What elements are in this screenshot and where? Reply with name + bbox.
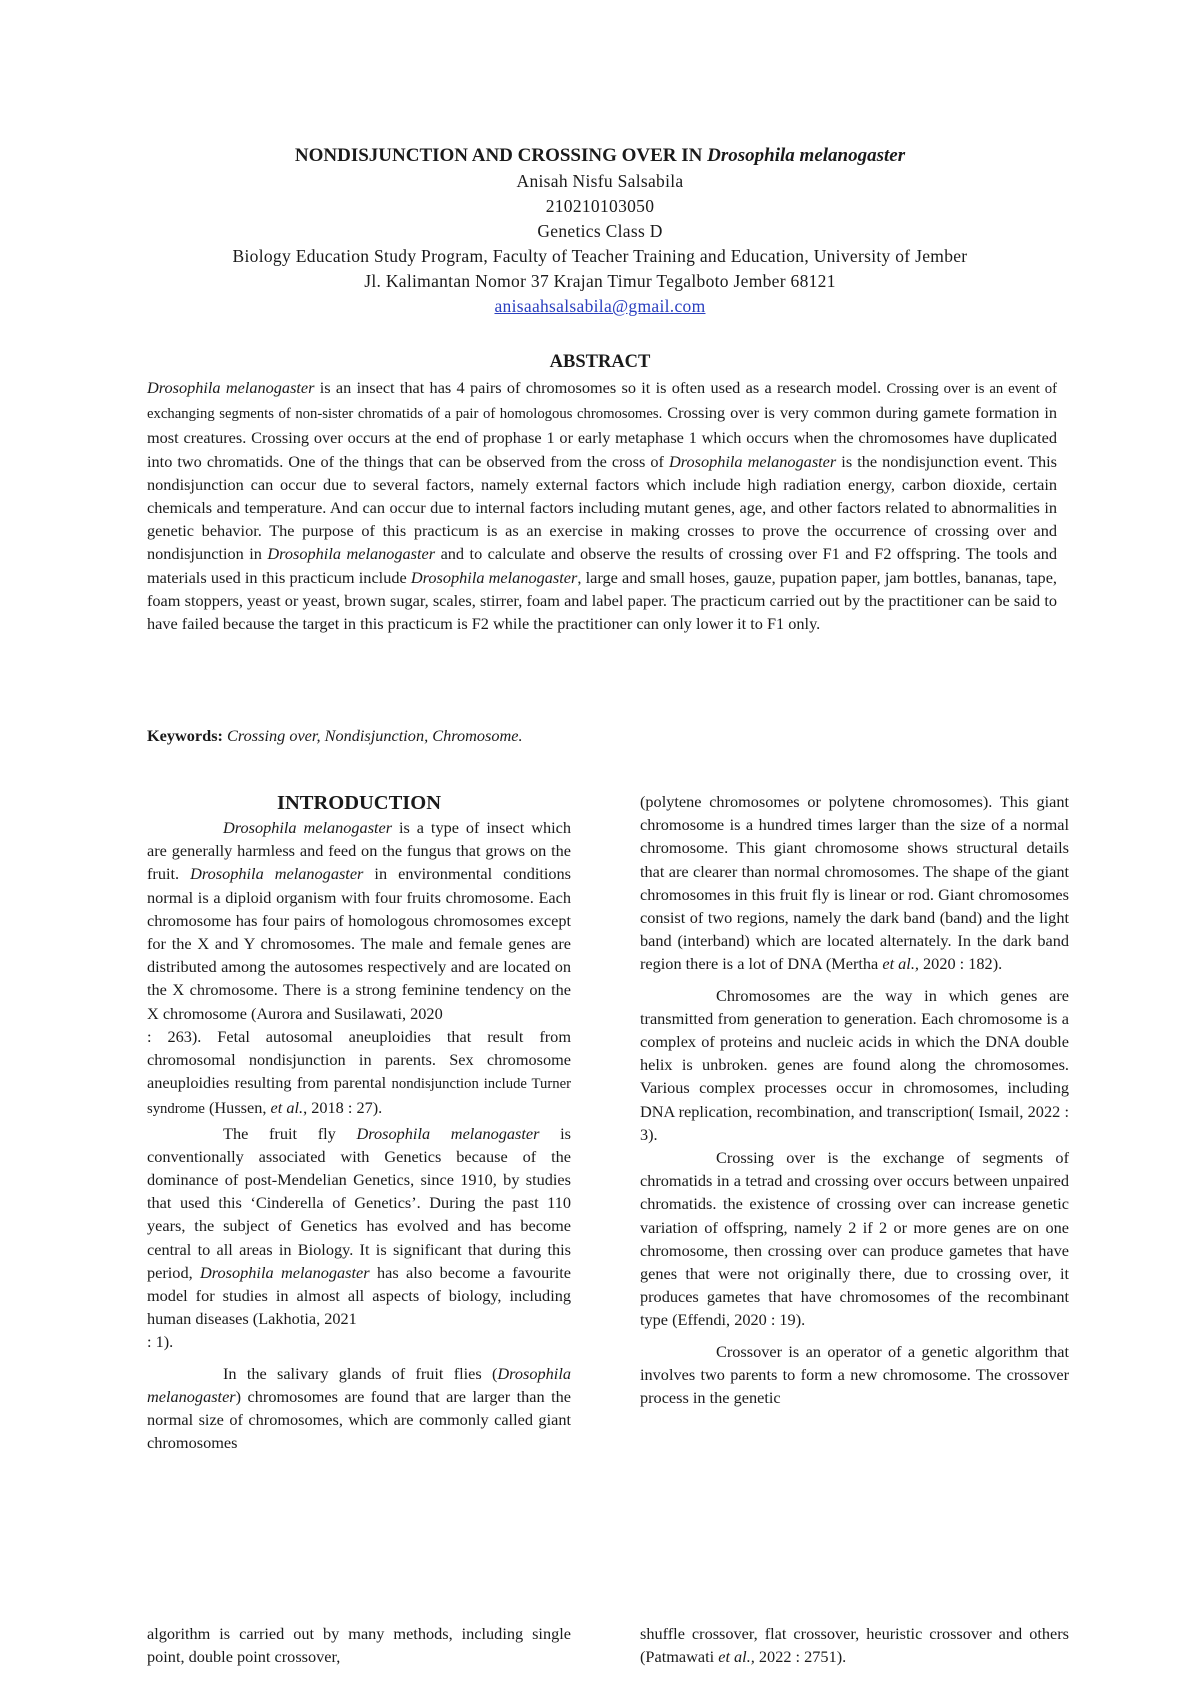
author-name: Anisah Nisfu Salsabila [516,171,684,191]
bottom-right-text: shuffle crossover, flat crossover, heuristic crossover and others (Patmawati et al., 2022 : 2751). [640,1624,1069,1667]
abstract-heading: ABSTRACT [549,352,651,372]
address: Jl. Kalimantan Nomor 37 Krajan Timur Tegalboto Jember 68121 [364,271,836,291]
intro-paragraph-2: The fruit fly Drosophila melanogaster is conventionally associated with Genetics because of the dominance of post-Mendelian Genetics, since 1910, by studies that used this ‘Cinderella of Genetics’. During the past 110 years, the subject of Genetics has evolved and has become central to all areas in Biology. It is significant that during this period, Drosophila melanogaster has also become a favourite model for studies in almost all aspects of biology, including human diseases (Lakhotia, 2021 : 1). [147,1123,572,1352]
right-column [640,790,1069,1409]
intro-paragraph-6: Crossing over is the exchange of segments of chromatids in a tetrad and crossing over occurs between unpaired chromatids. the existence of crossing over can increase genetic variation of offspring, namely 2 if 2 or more genes are on one chromosome, then crossing over can produce gametes that have genes that were not originally there, due to crossing over, it produces gametes that have chromosomes of the recombinant type (Effendi, 2020 : 19). [640,1148,1069,1330]
affiliation: Biology Education Study Program, Faculty of Teacher Training and Education, University of Jember [232,246,968,266]
title-species: Drosophila melanogaster [707,145,906,166]
keywords-label: Keywords: [147,726,223,745]
bottom-left-text: algorithm is carried out by many methods, including single point, double point crossover, [147,1624,571,1667]
intro-paragraph-4: (polytene chromosomes or polytene chromosomes). This giant chromosome is a hundred times larger than the size of a normal chromosome. This giant chromosome shows structural details that are clearer than normal chromosomes. The shape of the giant chromosomes in this fruit fly is linear or rod. Giant chromosomes consist of two regions, namely the dark band (band) and the light band (interband) which are located alternately. In the dark band region there is a lot of DNA (Mertha et al., 2020 : 182). [640,792,1069,974]
keywords-value: Crossing over, Nondisjunction, Chromosome. [222,726,523,745]
intro-paragraph-5: Chromosomes are the way in which genes are transmitted from generation to generation. Each chromosome is a complex of proteins and nucleic acids in which the DNA double helix is unbroken. genes are found along the chromosomes. Various complex processes occur in chromosomes, including DNA replication, recombination, and transcription( Ismail, 2022 : 3). [640,985,1069,1144]
paper-title: NONDISJUNCTION AND CROSSING OVER IN Drosophila melanogaster [294,145,906,166]
intro-paragraph-7: Crossover is an operator of a genetic algorithm that involves two parents to form a new chromosome. The crossover process in the genetic [640,1341,1069,1408]
class-name: Genetics Class D [537,221,663,241]
intro-paragraph-1: Drosophila melanogaster is a type of insect which are generally harmless and feed on the fungus that grows on the fruit. Drosophila melanogaster in environmental conditions normal is a diploid organism with four fruits chromosome. Each chromosome has four pairs of homologous chromosomes except for the X and Y chromosomes. The male and female genes are distributed among the autosomes respectively and are located on the X chromosome. There is a strong feminine tendency on the X chromosome (Aurora and Susilawati, 2020 : 263). Fetal autosomal aneuploidies that result from chromosomal nondisjunction in parents. Sex chromosome aneuploidies resulting from parental nondisjunction include Turner syndrome (Hussen, et al., 2018 : 27). [147,818,572,1118]
intro-paragraph-3: In the salivary glands of fruit flies (Drosophila melanogaster) chromosomes are found that are larger than the normal size of chromosomes, which are commonly called giant chromosomes [147,1363,571,1453]
paper-header [100,143,1100,319]
left-column [147,790,571,1454]
email-link[interactable]: anisaahsalsabila@gmail.com [494,296,706,316]
abstract-body: Drosophila melanogaster is an insect that has 4 pairs of chromosomes so it is often used as a research model. Crossing over is an event of exchanging segments of non-sister chromatids of a pair of homologous chromosomes. Crossing over is very common during gamete formation in most creatures. Crossing over occurs at the end of prophase 1 or early metaphase 1 which occurs when the chromosomes have duplicated into two chromatids. One of the things that can be observed from the cross of Drosophila melanogaster is the nondisjunction event. This nondisjunction can occur due to several factors, namely external factors which include high radiation energy, carbon dioxide, certain chemicals and temperature. And can occur due to internal factors including mutant genes, age, and other factors related to abnormalities in genetic behavior. The purpose of this practicum is as an exercise in making crosses to prove the occurrence of crossing over and nondisjunction in Drosophila melanogaster and to calculate and observe the results of crossing over F1 and F2 offspring. The tools and materials used in this practicum include Drosophila melanogaster, large and small hoses, gauze, pupation paper, jam bottles, bananas, tape, foam stoppers, yeast or yeast, brown sugar, scales, stirrer, foam and label paper. The practicum carried out by the practitioner can be said to have failed because the target in this practicum is F2 while the practitioner can only lower it to F1 only. [147,378,1058,634]
introduction-heading: INTRODUCTION [276,792,442,814]
student-id: 210210103050 [545,196,655,216]
keywords [147,726,523,746]
